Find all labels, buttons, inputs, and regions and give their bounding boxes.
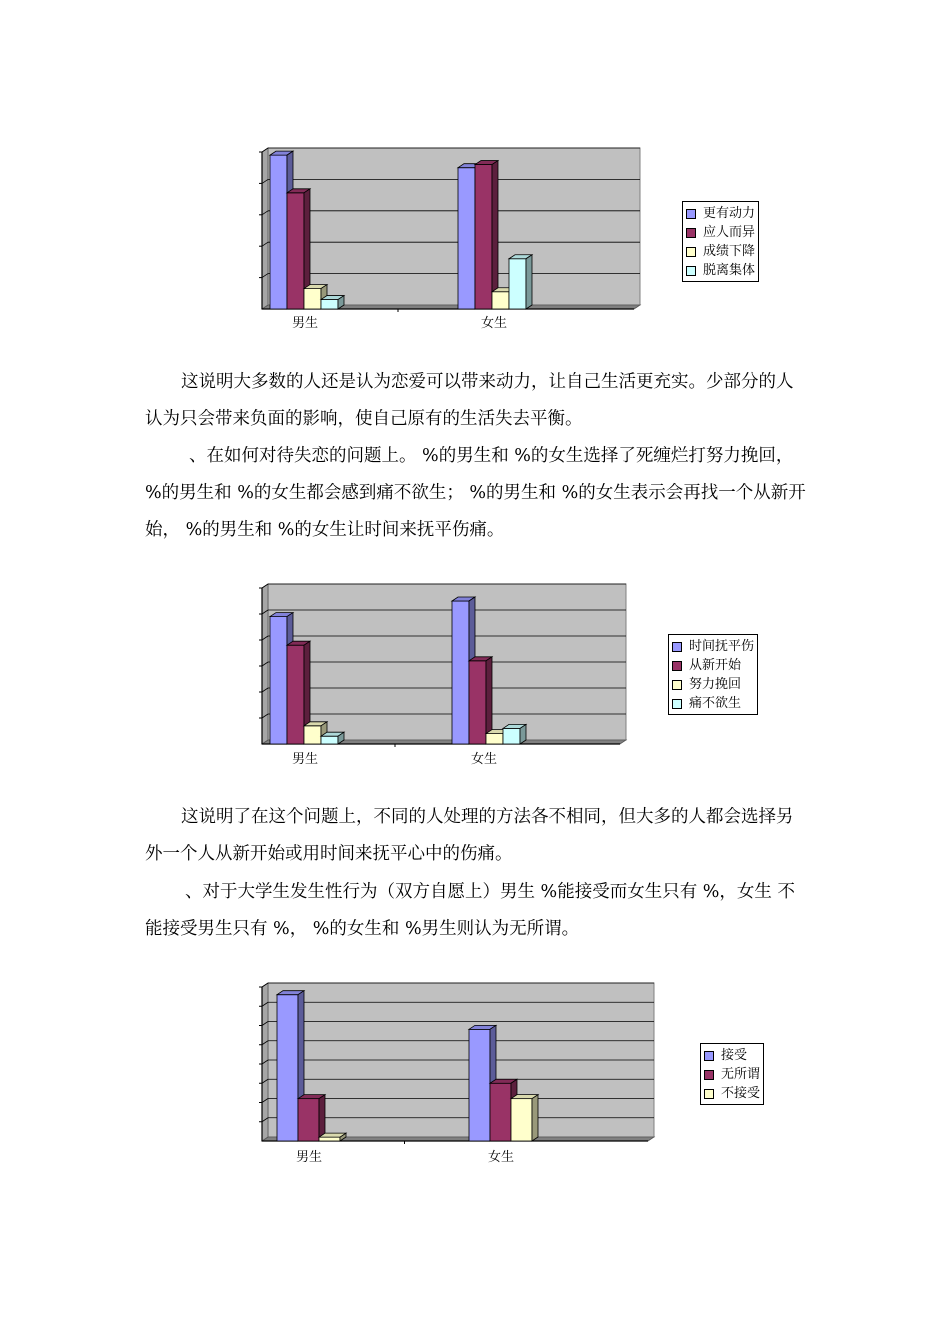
chart-back-wall: [268, 148, 640, 305]
legend-swatch: [686, 228, 696, 238]
legend-label: 更有动力: [703, 206, 756, 221]
paragraph-1: 这说明大多数的人还是认为恋爱可以带来动力，让自己生活更充实。少部分的人认为只会带来负面的影响，使自己原有的生活失去平衡。: [145, 372, 794, 429]
bar-front: [321, 300, 338, 309]
legend-label: 脱离集体: [703, 263, 756, 278]
chart-1-plot: [250, 140, 650, 340]
legend-swatch: [704, 1070, 714, 1080]
bar-male-series-2: [298, 1095, 325, 1141]
bar-female-series-3: [511, 1095, 538, 1141]
legend-item: [672, 656, 754, 675]
legend-swatch: [672, 642, 682, 652]
legend-item: [686, 223, 755, 242]
category-label: 男生: [295, 1150, 323, 1165]
paragraph-4: 、对于大学生发生性行为（双方自愿上）男生 %能接受而女生只有 %，女生 不能接受男生只有 %， %的女生和 %男生则认为无所谓。: [145, 882, 795, 939]
bar-female-series-2: [469, 657, 492, 744]
chart-2-legend: [668, 634, 758, 715]
bar-front: [277, 995, 298, 1141]
bar-male-series-3: [319, 1133, 346, 1141]
bar-front: [490, 1083, 511, 1141]
legend-item: [704, 1046, 760, 1065]
bar-side: [520, 724, 526, 744]
legend-item: [686, 204, 755, 223]
legend-swatch: [704, 1051, 714, 1061]
bar-front: [469, 661, 486, 744]
paragraph-2: 、在如何对待失恋的问题上。 %的男生和 %的女生选择了死缠烂打努力挽回， %的男生和 %的女生都会感到痛不欲生； %的男生和 %的女生表示会再找一个从新开始， %的男生和 %的女生让时间来抚平伤痛。: [145, 446, 806, 540]
chart-2-plot: [250, 576, 650, 776]
bar-front: [321, 736, 338, 744]
legend-swatch: [686, 209, 696, 219]
bar-front: [475, 165, 492, 309]
legend-item: [686, 242, 755, 261]
bar-front: [287, 193, 304, 309]
category-label: 男生: [291, 316, 319, 331]
legend-item: [672, 637, 754, 656]
legend-label: 无所谓: [721, 1067, 761, 1082]
bar-front: [509, 259, 526, 309]
bar-front: [304, 289, 321, 309]
legend-swatch: [672, 699, 682, 709]
bar-front: [486, 734, 503, 744]
legend-item: [672, 675, 754, 694]
bar-side: [532, 1095, 538, 1141]
legend-item: [686, 261, 755, 280]
bar-front: [270, 155, 287, 309]
bar-front: [503, 728, 520, 744]
bar-front: [298, 1099, 319, 1141]
chart-3-legend: [700, 1043, 764, 1105]
chart-3: [250, 975, 670, 1175]
legend-swatch: [704, 1089, 714, 1099]
legend-swatch: [672, 661, 682, 671]
chart-1-legend: [682, 201, 759, 282]
chart-side-wall: [262, 148, 268, 309]
legend-label: 从新开始: [689, 658, 742, 673]
legend-label: 应人而异: [703, 225, 756, 240]
chart-2: [250, 576, 650, 776]
legend-label: 时间抚平伤: [689, 639, 755, 654]
legend-swatch: [672, 680, 682, 690]
chart-1: [250, 140, 650, 340]
bar-front: [452, 601, 469, 744]
bar-male-series-4: [321, 732, 344, 744]
category-label: 女生: [487, 1150, 515, 1165]
bar-front: [492, 292, 509, 309]
bar-front: [458, 168, 475, 309]
bar-side: [526, 255, 532, 309]
chart-3-plot: [250, 975, 670, 1175]
bar-male-series-4: [321, 296, 344, 309]
legend-swatch: [686, 266, 696, 276]
bar-female-series-4: [503, 724, 526, 744]
legend-label: 努力挽回: [689, 677, 742, 692]
category-label: 女生: [470, 752, 498, 767]
legend-item: [704, 1084, 760, 1103]
legend-label: 不接受: [721, 1086, 761, 1101]
bar-female-series-4: [509, 255, 532, 309]
bar-side: [492, 161, 498, 309]
bar-front: [469, 1029, 490, 1141]
bar-front: [304, 726, 321, 744]
paragraph-3: 这说明了在这个问题上，不同的人处理的方法各不相同，但大多的人都会选择另外一个人从新开始或用时间来抚平心中的伤痛。: [145, 807, 794, 864]
legend-label: 成绩下降: [703, 244, 756, 259]
bar-front: [511, 1099, 532, 1141]
legend-label: 痛不欲生: [689, 696, 742, 711]
category-label: 男生: [291, 752, 319, 767]
category-label: 女生: [480, 316, 508, 331]
legend-item: [704, 1065, 760, 1084]
bar-front: [319, 1137, 340, 1141]
bar-front: [287, 645, 304, 744]
legend-swatch: [686, 247, 696, 257]
legend-item: [672, 694, 754, 713]
legend-label: 接受: [721, 1048, 748, 1063]
bar-front: [270, 617, 287, 744]
bar-female-series-2: [475, 161, 498, 309]
